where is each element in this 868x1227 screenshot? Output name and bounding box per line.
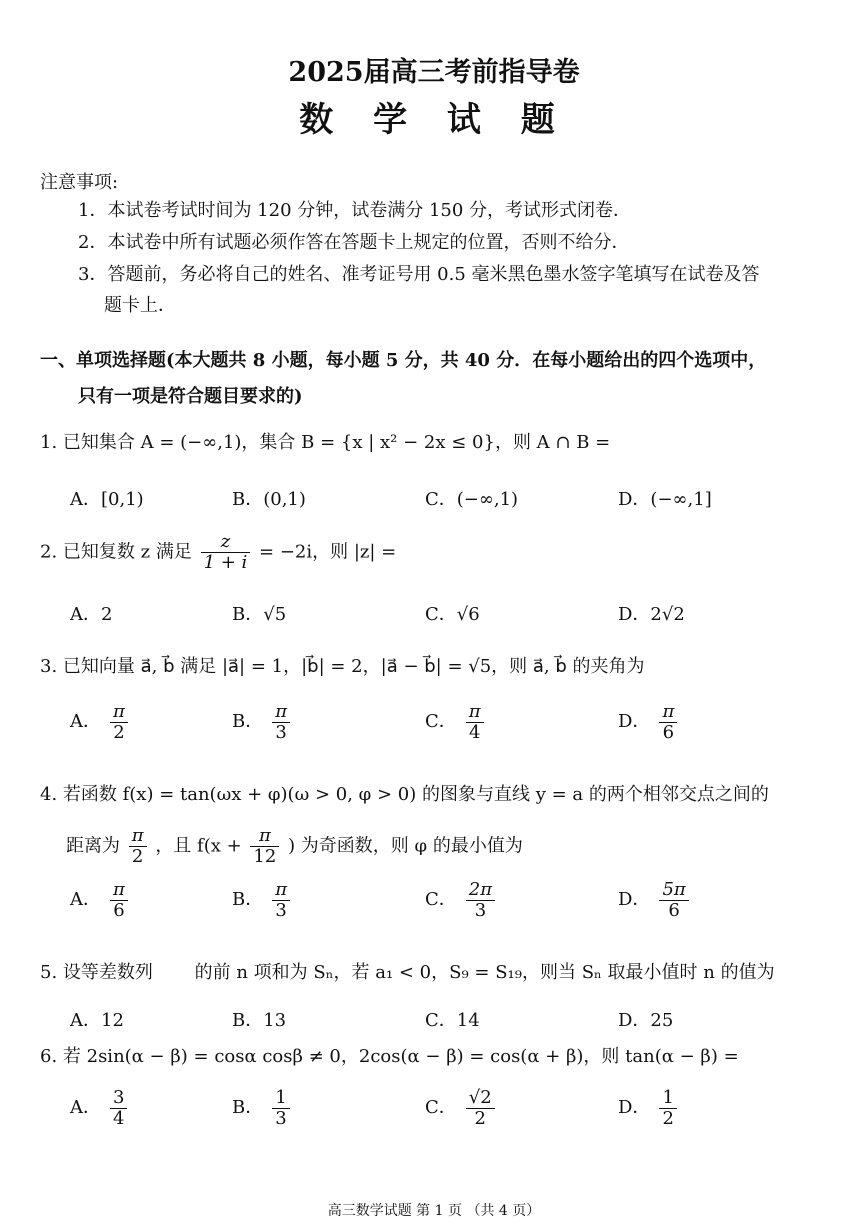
- q4-frac2-num: π: [250, 826, 279, 847]
- q4-frac2-den: 12: [253, 845, 277, 867]
- q6-option-d: [618, 1088, 680, 1129]
- q5-option-d: D．25: [618, 1010, 674, 1031]
- q2-stem-a: 2. 已知复数 z 满足: [40, 541, 192, 563]
- q6-option-c-num: √2: [466, 1088, 495, 1109]
- q6-option-b: [232, 1088, 293, 1129]
- q2-stem-b: = −2i，则 |z| =: [259, 541, 397, 563]
- q6-option-d-label: D．: [618, 1097, 651, 1119]
- q4-frac1-num: π: [129, 826, 147, 847]
- q4-option-b-label: B．: [232, 889, 264, 911]
- q4-option-c: [425, 880, 498, 921]
- note-item-3: 3．答题前，务必将自己的姓名、准考证号用 0.5 毫米黑色墨水签字笔填写在试卷及答: [78, 264, 760, 285]
- q4-option-d-label: D．: [618, 889, 651, 911]
- q3-option-a-num: π: [110, 702, 128, 723]
- q6-option-b-den: 3: [275, 1107, 287, 1129]
- q5-option-a: A．12: [70, 1010, 124, 1031]
- question-6-stem: 6. 若 2sin(α − β) = cosα cosβ ≠ 0，2cos(α − β) = cos(α + β)，则 tan(α − β) =: [40, 1046, 739, 1067]
- q3-option-c-num: π: [466, 702, 484, 723]
- q4-option-d-den: 6: [668, 899, 680, 921]
- q4-option-c-den: 3: [474, 899, 487, 921]
- q4-option-a-label: A．: [70, 889, 101, 911]
- q2-fraction: [201, 532, 251, 573]
- q3-option-a: [70, 702, 131, 743]
- section-heading-cont: 只有一项是符合题目要求的): [78, 386, 303, 407]
- question-4-stem-line2: [66, 826, 523, 867]
- q4-option-d: [618, 880, 692, 921]
- q3-option-c-label: C．: [425, 711, 457, 733]
- q1-option-a: A．[0,1): [70, 489, 144, 510]
- q1-option-b: B．(0,1): [232, 489, 306, 510]
- q3-option-d-label: D．: [618, 711, 651, 733]
- note-item-2: 2．本试卷中所有试题必须作答在答题卡上规定的位置，否则不给分．: [78, 232, 630, 253]
- q4-line2-c: ) 为奇函数，则 φ 的最小值为: [288, 835, 523, 857]
- q3-option-b: [232, 702, 293, 743]
- q2-fraction-numerator: z: [201, 532, 251, 553]
- note-item-3-cont: 题卡上．: [104, 295, 176, 316]
- q4-option-a-num: π: [110, 880, 128, 901]
- q3-option-d-num: π: [659, 702, 677, 723]
- q4-option-b-num: π: [272, 880, 290, 901]
- q6-option-c-den: 2: [474, 1107, 486, 1129]
- notes-heading: 注意事项:: [40, 172, 119, 193]
- q3-option-d: [618, 702, 680, 743]
- q3-option-b-label: B．: [232, 711, 264, 733]
- exam-title: 2025届高三考前指导卷: [288, 57, 580, 88]
- q5-option-c: C．14: [425, 1010, 480, 1031]
- q4-frac1-den: 2: [131, 845, 144, 867]
- q4-option-b: [232, 880, 293, 921]
- q6-option-a-den: 4: [113, 1107, 125, 1129]
- q4-option-b-den: 3: [275, 899, 287, 921]
- q4-option-c-num: 2π: [466, 880, 495, 901]
- q6-option-d-num: 1: [659, 1088, 676, 1109]
- q2-option-d: D．2√2: [618, 604, 685, 625]
- section-heading: 一、单项选择题(本大题共 8 小题，每小题 5 分，共 40 分．在每小题给出的四个选项中，: [40, 350, 767, 371]
- page-footer: 高三数学试题 第 1 页 （共 4 页）: [327, 1203, 541, 1219]
- q4-option-a: [70, 880, 131, 921]
- q2-option-b: B．√5: [232, 604, 287, 625]
- q6-option-b-num: 1: [272, 1088, 289, 1109]
- q1-option-d: D．(−∞,1]: [618, 489, 712, 510]
- question-5-stem: 5. 设等差数列 的前 n 项和为 Sₙ，若 a₁ < 0，S₉ = S₁₉，则当 Sₙ 取最小值时 n 的值为: [40, 962, 775, 983]
- q3-option-c-den: 4: [468, 721, 481, 743]
- q6-option-c: [425, 1088, 498, 1129]
- q4-line2-b: ，且 f(x +: [155, 835, 242, 857]
- q6-option-d-den: 2: [662, 1107, 674, 1129]
- q6-option-a: [70, 1088, 130, 1129]
- q6-option-a-num: 3: [110, 1088, 127, 1109]
- q1-option-c: C．(−∞,1): [425, 489, 519, 510]
- q4-option-c-label: C．: [425, 889, 457, 911]
- q2-option-a: A．2: [70, 604, 113, 625]
- question-1-stem: 1. 已知集合 A = (−∞,1)，集合 B = {x | x² − 2x ≤ 0}，则 A ∩ B =: [40, 432, 611, 453]
- q4-option-d-num: 5π: [659, 880, 688, 901]
- q3-option-c: [425, 702, 487, 743]
- q3-option-b-num: π: [272, 702, 290, 723]
- q5-option-b: B．13: [232, 1010, 287, 1031]
- q6-option-a-label: A．: [70, 1097, 101, 1119]
- q3-option-d-den: 6: [662, 721, 675, 743]
- question-4-stem: 4. 若函数 f(x) = tan(ωx + φ)(ω > 0, φ > 0) 的图象与直线 y = a 的两个相邻交点之间的: [40, 784, 769, 805]
- question-3-stem: 3. 已知向量 a⃗, b⃗ 满足 |a⃗| = 1，|b⃗| = 2，|a⃗ − b⃗| = √5，则 a⃗, b⃗ 的夹角为: [40, 656, 645, 677]
- q2-fraction-denominator: 1 + i: [203, 551, 248, 573]
- exam-subject: 数 学 试 题: [299, 100, 569, 140]
- q6-option-c-label: C．: [425, 1097, 457, 1119]
- q3-option-b-den: 3: [275, 721, 287, 743]
- q6-option-b-label: B．: [232, 1097, 264, 1119]
- q3-option-a-den: 2: [113, 721, 125, 743]
- question-2-stem: [40, 532, 396, 573]
- q4-option-a-den: 6: [113, 899, 125, 921]
- q4-line2-a: 距离为: [66, 835, 120, 857]
- note-item-1: 1．本试卷考试时间为 120 分钟，试卷满分 150 分，考试形式闭卷．: [78, 200, 632, 221]
- q2-option-c: C．√6: [425, 604, 480, 625]
- q3-option-a-label: A．: [70, 711, 101, 733]
